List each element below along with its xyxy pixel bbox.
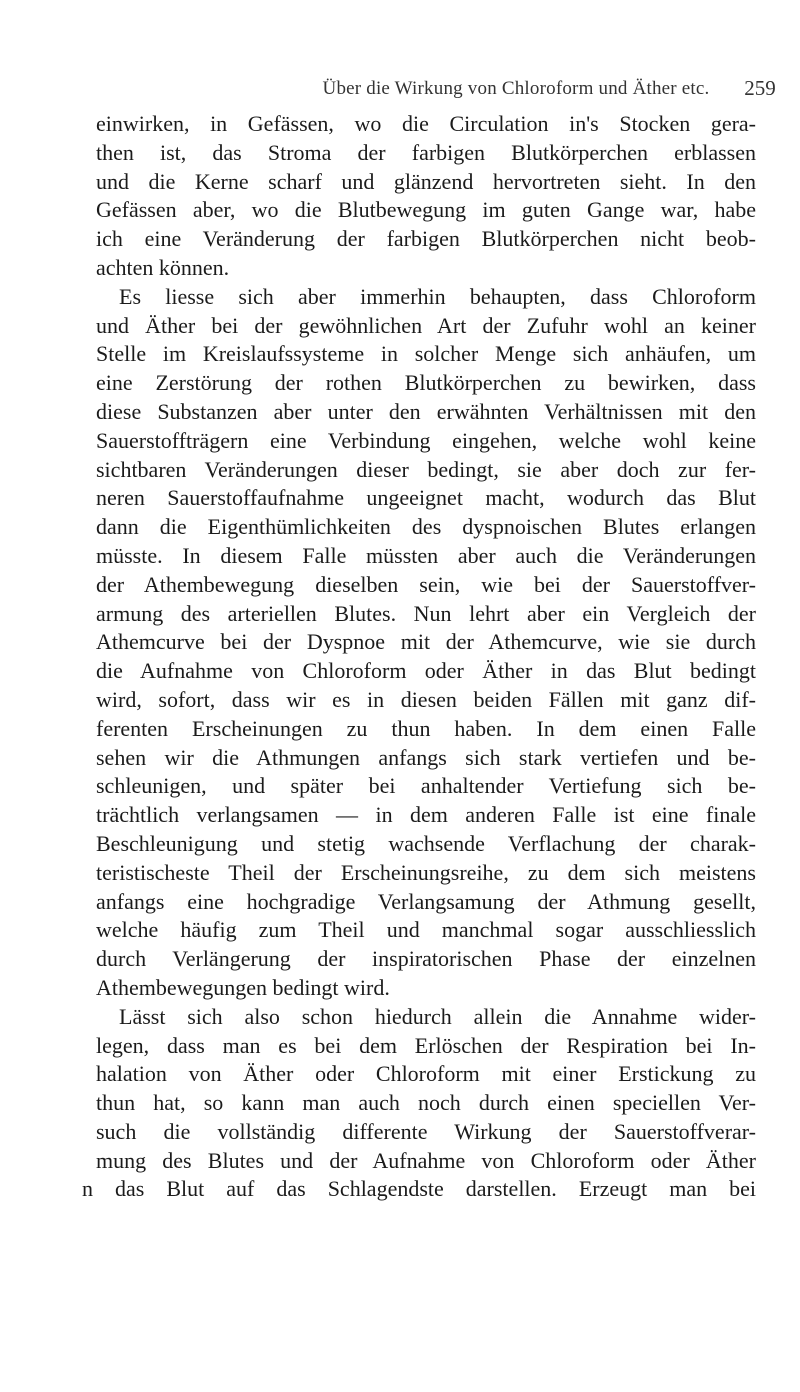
text-line: mung des Blutes und der Aufnahme von Chloroform oder Äther (96, 1147, 756, 1173)
text-line: dann die Eigenthümlichkeiten des dyspnoischen Blutes erlangen (96, 514, 756, 540)
text-line: und die Kerne scharf und glänzend hervortreten sieht. In den (96, 168, 756, 194)
text-line: such die vollständig differente Wirkung der Sauerstoffverar- (96, 1118, 756, 1144)
text-line: Sauerstoffträgern eine Verbindung eingehen, welche wohl keine (96, 427, 756, 453)
text-line: welche häufig zum Theil und manchmal sogar ausschliesslich (96, 917, 756, 943)
text-line: diese Substanzen aber unter den erwähnten Verhältnissen mit den (96, 398, 756, 424)
text-line: durch Verlängerung der inspiratorischen Phase der einzelnen (96, 946, 756, 972)
paragraph-start-line: Es liesse sich aber immerhin behaupten, dass Chloroform (119, 283, 756, 309)
text-line: Stelle im Kreislaufssysteme in solcher Menge sich anhäufen, um (96, 341, 756, 367)
text-line: ich eine Veränderung der farbigen Blutkörperchen nicht beob- (96, 226, 756, 252)
text-line: einwirken, in Gefässen, wo die Circulation in's Stocken gera- (96, 111, 756, 136)
text-line: sehen wir die Athmungen anfangs sich stark vertiefen und be- (96, 744, 756, 770)
running-head: Über die Wirkung von Chloroform und Äther etc. (322, 78, 710, 99)
text-line: schleunigen, und später bei anhaltender Vertiefung sich be- (96, 773, 756, 799)
text-line: und Äther bei der gewöhnlichen Art der Zufuhr wohl an keiner (96, 312, 756, 338)
text-line: eine Zerstörung der rothen Blutkörperchen zu bewirken, dass (96, 370, 756, 396)
text-line: neren Sauerstoffaufnahme ungeeignet macht, wodurch das Blut (96, 485, 756, 511)
text-line: anfangs eine hochgradige Verlangsamung der Athmung gesellt, (96, 888, 756, 914)
body-text (82, 110, 756, 1204)
text-line: achten können. (96, 254, 230, 280)
text-line: thun hat, so kann man auch noch durch einen speciellen Ver- (96, 1090, 756, 1116)
text-line: Beschleunigung und stetig wachsende Verflachung der charak- (96, 830, 756, 856)
text-line: armung des arteriellen Blutes. Nun lehrt aber ein Vergleich der (96, 600, 756, 626)
text-line: die Aufnahme von Chloroform oder Äther in das Blut bedingt (96, 658, 756, 684)
text-line: then ist, das Stroma der farbigen Blutkörperchen erblassen (96, 139, 756, 165)
text-line: n das Blut auf das Schlagendste darstellen. Erzeugt man bei (82, 1176, 756, 1202)
text-line: Athemcurve bei der Dyspnoe mit der Athemcurve, wie sie durch (96, 629, 756, 655)
text-line: wird, sofort, dass wir es in diesen beiden Fällen mit ganz dif- (96, 686, 756, 712)
text-line: der Athembewegung dieselben sein, wie bei der Sauerstoffver- (96, 571, 756, 597)
text-line: halation von Äther oder Chloroform mit einer Erstickung zu (96, 1061, 756, 1087)
text-line: teristischeste Theil der Erscheinungsreihe, zu dem sich meistens (96, 859, 756, 885)
text-line: sichtbaren Veränderungen dieser bedingt, sie aber doch zur fer- (96, 456, 756, 482)
text-line: müsste. In diesem Falle müssten aber auch die Veränderungen (96, 542, 756, 568)
paragraph-start-line: Lässt sich also schon hiedurch allein die Annahme wider- (119, 1003, 756, 1029)
text-line: Gefässen aber, wo die Blutbewegung im guten Gange war, habe (96, 197, 756, 223)
text-line: ferenten Erscheinungen zu thun haben. In dem einen Falle (96, 715, 756, 741)
text-line: trächtlich verlangsamen — in dem anderen Falle ist eine finale (96, 802, 756, 828)
page-number: 259 (744, 76, 776, 100)
text-line: Athembewegungen bedingt wird. (96, 974, 390, 1000)
text-line: legen, dass man es bei dem Erlöschen der Respiration bei In- (96, 1032, 756, 1058)
